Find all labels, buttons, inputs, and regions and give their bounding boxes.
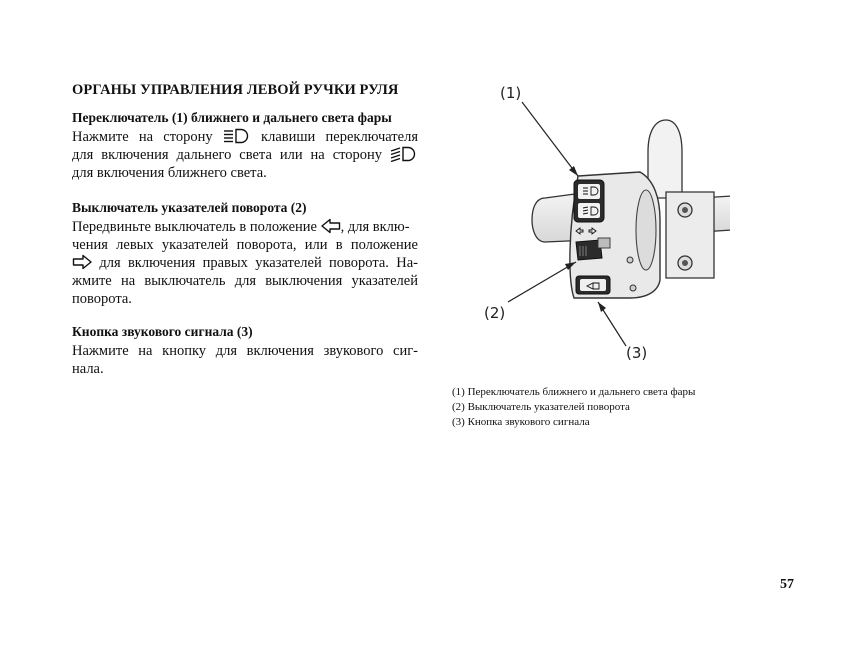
- section-headlight-switch: [72, 110, 418, 182]
- section-heading: Кнопка звукового сигнала (3): [72, 324, 253, 339]
- text-line: для включения ближнего света.: [72, 165, 267, 181]
- text-line: нала.: [72, 361, 104, 377]
- callout-2: (2): [484, 304, 506, 322]
- section-heading: Переключатель (1) ближнего и дальнего света фары: [72, 110, 392, 125]
- text-line: Передвиньте выключатель в положение , для вклю-: [72, 219, 410, 235]
- caption-2: (2) Выключатель указателей поворота: [452, 401, 630, 413]
- high-beam-icon: [223, 128, 251, 144]
- caption-1: (1) Переключатель ближнего и дальнего света фары: [452, 386, 696, 398]
- handlebar-figure: [470, 80, 730, 370]
- figure-captions: [452, 385, 695, 430]
- callout-3: (3): [626, 344, 648, 362]
- callout-1: (1): [500, 84, 522, 102]
- caption-3: (3) Кнопка звукового сигнала: [452, 416, 590, 428]
- text-line: для включения дальнего света или на сторону: [72, 146, 418, 164]
- handlebar-illustration: [470, 80, 730, 370]
- section-body: [72, 128, 418, 182]
- section-heading: Выключатель указателей поворота (2): [72, 200, 307, 215]
- text-line: чения левых указателей поворота, или в положение: [72, 237, 418, 253]
- text-line: поворота.: [72, 291, 132, 307]
- page-title: ОРГАНЫ УПРАВЛЕНИЯ ЛЕВОЙ РУЧКИ РУЛЯ: [72, 82, 399, 98]
- low-beam-icon: [390, 146, 418, 162]
- section-turn-signal: [72, 200, 418, 308]
- text-line: Нажмите на кнопку для включения звукового сиг-: [72, 343, 418, 359]
- text-line: для включения правых указателей поворота. На-: [72, 254, 418, 272]
- section-body: [72, 342, 418, 378]
- left-arrow-icon: [321, 218, 341, 234]
- page-number: 57: [780, 577, 794, 592]
- section-body: [72, 218, 418, 308]
- text-line: жмите на выключатель для выключения указателей: [72, 273, 418, 289]
- right-arrow-icon: [72, 254, 92, 270]
- section-horn-button: [72, 324, 418, 378]
- text-line: Нажмите на сторону клавиши переключателя: [72, 129, 418, 145]
